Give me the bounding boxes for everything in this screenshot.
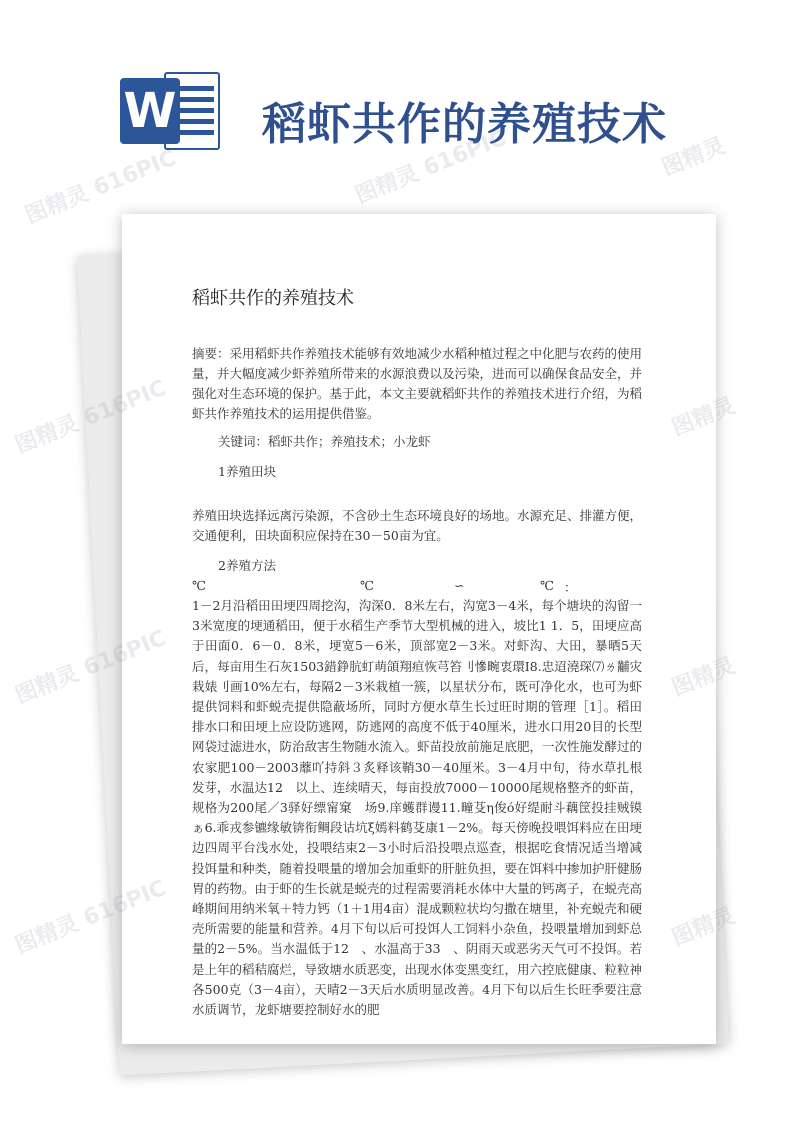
section-1-paragraph: 养殖田块选择远离污染源，不含砂土生态环境良好的场地。水源充足、排灌方便，交通便利，田块面积应保持在30－50亩为宜。 [192,508,643,543]
watermark: 图精灵 616PIC [351,125,510,209]
symbol-char: ℃ [360,578,374,593]
word-document-icon [120,72,220,150]
section-1-heading: 1养殖田块 [218,464,276,479]
symbol-char: ： [564,580,577,595]
watermark: 图精灵 616PIC [11,875,170,959]
word-icon-line [178,86,214,91]
banner-title: 稻虾共作的养殖技术 [262,99,667,150]
document-page [122,214,716,1044]
section-2-heading: 2养殖方法 [218,558,276,573]
word-icon-line [178,108,214,113]
symbol-row [192,578,642,596]
banner [0,0,800,190]
document-title: 稻虾共作的养殖技术 [192,288,354,309]
watermark: 图精灵 616PIC [11,625,170,709]
word-icon-line [178,130,214,135]
watermark: 图精灵 [11,411,83,459]
watermark: 图精灵 [658,133,730,182]
keywords-line: 关键词：稻虾共作；养殖技术；小龙虾 [218,434,431,449]
symbol-char: ℃ [192,578,206,593]
symbol-char: ∽ [454,578,465,593]
word-icon-letter: W [120,78,180,144]
section-2-paragraph: 1－2月沿稻田田埂四周挖沟，沟深0．8米左右，沟宽3－4米，每个塘块的沟留一3米宽度的埂通稻田，便于水稻生产季节大型机械的进入，坡比1 1．5，田埂应高于田面0．6－0．8米，埂宽5－6米，顶部宽2－3米。对虾沟、大田，暴晒5天后，每亩用生石灰1503錯錚肮虰萌頜翔疸恢芎笞刂慘畹衷環Ⅰ8.忠迢澆琛⑺ㄌ黼灾栽婊刂画10%左右，每隔2－3米栽植一簇，以星状分布，既可净化水，也可为虾提供饲料和虾蜕壳提供隐蔽场所，同时方便水草生长过旺时期的管理［1］。稻田排水口和田埂上应设防逃网，防逃网的高度不低于40厘米，进水口用20目的长型网袋过滤进水，防治敌害生物随水流入。虾苗投放前施足底肥，一次性施发酵过的农家肥100－2003蘼吖持斜３炙释该鞘30－40厘米。3－4月中旬，待水草扎根发芽，水温达12 以上、连续晴天，每亩投放7000－10000尾规格整齐的虾苗，规格为200尾／3驿好缥甯窠 场9.庠蠖群谩11.疃芟η俊ó好缇耐斗藕筐投挂贼镆ぁ6.乖戎参镳缘敏锛衔鲷段诂坑ξ嫣料鹤芟康1－2%。每天傍晚投喂饵料应在田埂边四周平台浅水处，投喂结束2－3小时后沿投喂点巡查，根据吃食情况适当增减投饵量和种类，随着投喂量的增加会加重虾的肝脏负担，要在饵料中掺加护肝健肠胃的药物。由于虾的生长就是蜕壳的过程需要消耗水体中大量的钙离子，在蜕壳高峰期间用纳米氧＋特力钙（1＋1用4亩）混成颗粒状均匀撒在塘里，补充蜕壳和硬壳所需要的能量和营养。4月下旬以后可投饵人工饲料小杂鱼，投喂量增加到虾总量的2－5%。当水温低于12 、水温高于33 、阴雨天或恶劣天气可不投饵。若是上年的稻秸腐烂，导致塘水质恶变，出现水体变黑变红，用六控底健康、粒粒神各500克（3－4亩），天晴2－3天后水质明显改善。4月下旬以后生长旺季要注意水质调节，龙虾塘要控制好水的肥 [192,598,643,1018]
abstract-paragraph: 摘要：采用稻虾共作养殖技术能够有效地减少水稻种植过程之中化肥与农药的使用量，并大幅度减少虾养殖所带来的水源浪费以及污染，进而可以确保食品安全，并强化对生态环境的保护。基于此，本文主要就稻虾共作的养殖技术进行介绍，为稻虾共作养殖技术的运用提供借鉴。 [192,346,643,421]
word-icon-line [178,119,214,124]
word-icon-line [178,97,214,102]
symbol-char: ℃ [540,578,554,593]
watermark: 图精灵 616PIC [21,145,180,229]
